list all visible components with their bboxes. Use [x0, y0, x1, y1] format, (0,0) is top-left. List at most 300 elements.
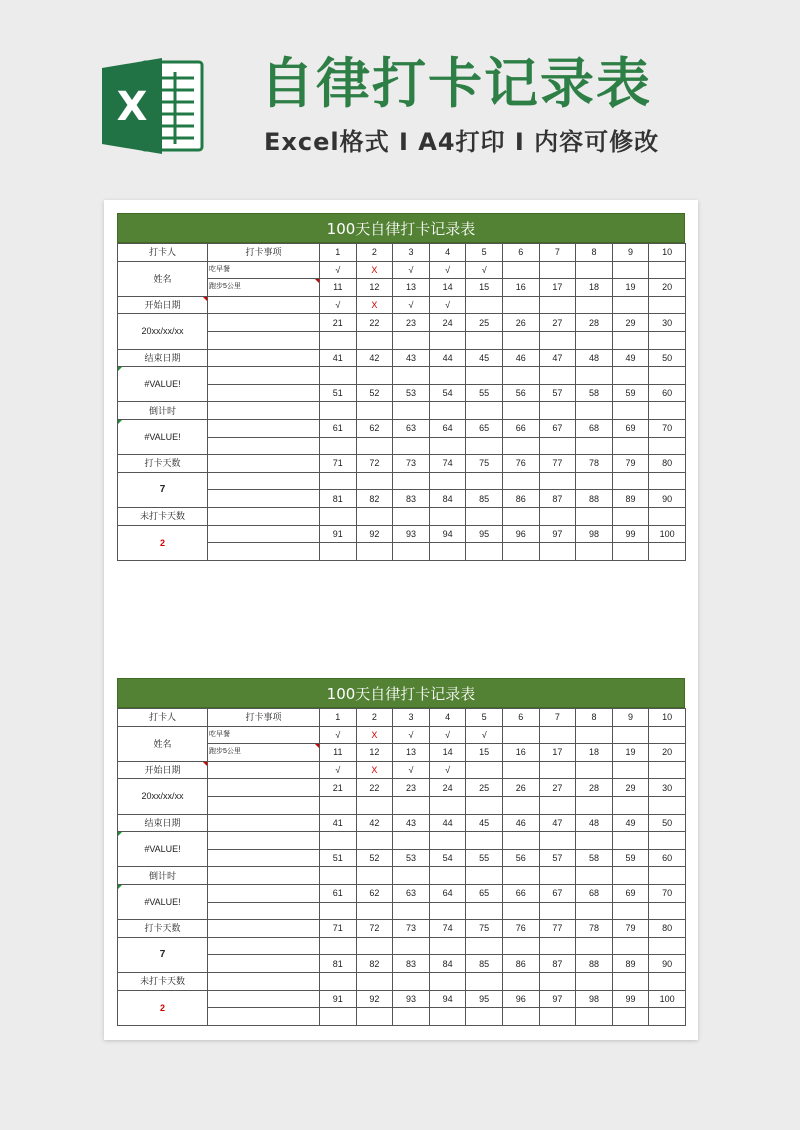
checkin-cell[interactable] — [576, 437, 613, 455]
day-header: 9 — [612, 244, 649, 262]
checkin-cell[interactable] — [393, 331, 430, 349]
checkin-cell[interactable] — [502, 472, 539, 490]
day-number: 46 — [502, 349, 539, 367]
checkin-cell[interactable] — [466, 331, 503, 349]
checkin-cell[interactable] — [429, 437, 466, 455]
day-header: 7 — [539, 709, 576, 727]
task-column-label: 打卡事项 — [208, 244, 320, 262]
checkin-cell[interactable] — [649, 832, 686, 850]
task-item[interactable] — [208, 972, 320, 990]
checkin-cell[interactable] — [539, 972, 576, 990]
checkin-cell[interactable] — [649, 1008, 686, 1026]
countdown-label[interactable]: 倒计时 — [118, 867, 208, 885]
day-header: 3 — [393, 244, 430, 262]
checkin-cell[interactable] — [429, 1008, 466, 1026]
checkin-cell[interactable] — [612, 507, 649, 525]
task-item[interactable] — [208, 1008, 320, 1026]
checkin-cell[interactable] — [320, 832, 357, 850]
checkin-cell[interactable] — [502, 832, 539, 850]
checkin-cell[interactable]: √ — [320, 296, 357, 314]
checkin-cell[interactable] — [576, 402, 613, 420]
checkin-cell[interactable] — [429, 331, 466, 349]
day-number: 64 — [429, 884, 466, 902]
checkin-cell[interactable]: X — [356, 761, 393, 779]
day-number: 23 — [393, 314, 430, 332]
checkin-cell[interactable]: √ — [466, 726, 503, 744]
checkin-cell[interactable] — [539, 472, 576, 490]
day-number: 42 — [356, 349, 393, 367]
checkin-cell[interactable] — [539, 1008, 576, 1026]
checkin-cell[interactable] — [466, 437, 503, 455]
checkin-cell[interactable] — [466, 937, 503, 955]
task-item[interactable] — [208, 884, 320, 902]
task-item[interactable]: 跑步5公里 — [208, 279, 320, 297]
day-number: 49 — [612, 814, 649, 832]
checkin-cell[interactable] — [612, 331, 649, 349]
checkin-cell[interactable] — [612, 296, 649, 314]
checkin-cell[interactable] — [576, 726, 613, 744]
task-item[interactable] — [208, 902, 320, 920]
checkin-cell[interactable] — [429, 367, 466, 385]
checkin-cell[interactable] — [539, 796, 576, 814]
checkin-cell[interactable] — [649, 726, 686, 744]
day-number: 15 — [466, 279, 503, 297]
checkin-cell[interactable] — [320, 543, 357, 561]
name-label[interactable]: 姓名 — [118, 726, 208, 761]
day-number: 48 — [576, 349, 613, 367]
task-item[interactable] — [208, 331, 320, 349]
checkin-cell[interactable] — [356, 867, 393, 885]
end-date-label[interactable]: 结束日期 — [118, 349, 208, 367]
checkin-cell[interactable] — [429, 402, 466, 420]
checkin-cell[interactable] — [612, 867, 649, 885]
task-item[interactable] — [208, 779, 320, 797]
checkin-cell[interactable] — [612, 972, 649, 990]
checkin-cell[interactable] — [502, 437, 539, 455]
day-number: 94 — [429, 990, 466, 1008]
day-number: 95 — [466, 990, 503, 1008]
person-label[interactable]: 打卡人 — [118, 709, 208, 727]
checkin-cell[interactable] — [320, 902, 357, 920]
checkin-cell[interactable] — [576, 902, 613, 920]
checkin-cell[interactable] — [576, 796, 613, 814]
checkin-cell[interactable] — [576, 472, 613, 490]
person-label[interactable]: 打卡人 — [118, 244, 208, 262]
checkin-cell[interactable] — [429, 796, 466, 814]
checkin-cell[interactable] — [539, 402, 576, 420]
checkin-cell[interactable] — [612, 402, 649, 420]
checkin-cell[interactable] — [393, 543, 430, 561]
checkin-cell[interactable] — [502, 367, 539, 385]
table-row — [118, 814, 686, 832]
checkin-cell[interactable] — [429, 937, 466, 955]
day-number: 67 — [539, 884, 576, 902]
checkin-cell[interactable]: X — [356, 261, 393, 279]
checkin-cell[interactable] — [429, 902, 466, 920]
checked-days-label[interactable]: 打卡天数 — [118, 455, 208, 473]
name-label[interactable]: 姓名 — [118, 261, 208, 296]
day-number: 58 — [576, 849, 613, 867]
checkin-cell[interactable]: √ — [320, 726, 357, 744]
table-row — [118, 884, 686, 902]
checkin-cell[interactable]: √ — [320, 261, 357, 279]
checked-days-label[interactable]: 打卡天数 — [118, 920, 208, 938]
checkin-cell[interactable]: √ — [429, 726, 466, 744]
checkin-cell[interactable] — [393, 1008, 430, 1026]
checkin-cell[interactable] — [539, 331, 576, 349]
task-item[interactable] — [208, 543, 320, 561]
checkin-cell[interactable] — [576, 761, 613, 779]
checkin-cell[interactable] — [466, 402, 503, 420]
task-item[interactable] — [208, 472, 320, 490]
task-item[interactable] — [208, 796, 320, 814]
task-item[interactable]: 跑步5公里 — [208, 744, 320, 762]
task-item[interactable] — [208, 955, 320, 973]
day-number: 52 — [356, 384, 393, 402]
day-number: 65 — [466, 419, 503, 437]
day-number: 43 — [393, 814, 430, 832]
checkin-cell[interactable] — [649, 937, 686, 955]
checkin-cell[interactable] — [612, 902, 649, 920]
checkin-cell[interactable] — [539, 543, 576, 561]
day-number: 53 — [393, 849, 430, 867]
checkin-cell[interactable] — [612, 261, 649, 279]
checkin-cell[interactable] — [649, 761, 686, 779]
checkin-cell[interactable] — [356, 331, 393, 349]
checkin-cell[interactable]: √ — [393, 261, 430, 279]
checkin-cell[interactable] — [429, 867, 466, 885]
day-number: 91 — [320, 990, 357, 1008]
checkin-cell[interactable] — [649, 507, 686, 525]
checkin-cell[interactable] — [502, 296, 539, 314]
table-row — [118, 920, 686, 938]
checkin-cell[interactable] — [356, 543, 393, 561]
checkin-cell[interactable] — [429, 972, 466, 990]
task-item[interactable] — [208, 419, 320, 437]
day-number: 67 — [539, 419, 576, 437]
checkin-cell[interactable] — [320, 796, 357, 814]
checkin-cell[interactable] — [393, 507, 430, 525]
task-item[interactable]: 吃早餐 — [208, 261, 320, 279]
checked-days-value[interactable]: 7 — [118, 937, 208, 972]
task-item[interactable] — [208, 455, 320, 473]
checkin-cell[interactable] — [393, 402, 430, 420]
day-number: 57 — [539, 849, 576, 867]
checkin-cell[interactable] — [612, 726, 649, 744]
checkin-cell[interactable] — [539, 437, 576, 455]
checkin-cell[interactable] — [576, 367, 613, 385]
missed-days-value[interactable]: 2 — [118, 990, 208, 1025]
task-item[interactable] — [208, 814, 320, 832]
checkin-cell[interactable] — [466, 543, 503, 561]
logo-letter: X — [116, 84, 148, 130]
day-number: 29 — [612, 779, 649, 797]
checkin-cell[interactable] — [356, 1008, 393, 1026]
checkin-cell[interactable] — [539, 832, 576, 850]
task-item[interactable] — [208, 761, 320, 779]
checkin-cell[interactable] — [393, 867, 430, 885]
checkin-cell[interactable] — [393, 472, 430, 490]
task-item[interactable] — [208, 367, 320, 385]
checkin-cell[interactable] — [502, 796, 539, 814]
checkin-cell[interactable] — [576, 543, 613, 561]
checkin-cell[interactable] — [649, 972, 686, 990]
checkin-cell[interactable] — [356, 796, 393, 814]
checkin-cell[interactable] — [502, 261, 539, 279]
checkin-cell[interactable] — [612, 1008, 649, 1026]
missed-days-label[interactable]: 未打卡天数 — [118, 507, 208, 525]
missed-days-value[interactable]: 2 — [118, 525, 208, 560]
checkin-cell[interactable] — [356, 472, 393, 490]
checkin-cell[interactable] — [539, 902, 576, 920]
checkin-cell[interactable] — [649, 543, 686, 561]
checkin-cell[interactable] — [649, 437, 686, 455]
countdown-value[interactable]: #VALUE! — [118, 884, 208, 919]
checkin-cell[interactable] — [502, 402, 539, 420]
checkin-cell[interactable] — [576, 507, 613, 525]
end-date-value[interactable]: #VALUE! — [118, 367, 208, 402]
day-number: 80 — [649, 920, 686, 938]
checkin-cell[interactable] — [612, 437, 649, 455]
checkin-cell[interactable] — [356, 437, 393, 455]
checkin-cell[interactable] — [466, 761, 503, 779]
checkin-cell[interactable] — [539, 296, 576, 314]
checkin-cell[interactable] — [466, 472, 503, 490]
task-item[interactable] — [208, 525, 320, 543]
checkin-cell[interactable] — [356, 937, 393, 955]
day-number: 88 — [576, 955, 613, 973]
checkin-cell[interactable] — [466, 796, 503, 814]
checkin-cell[interactable] — [539, 937, 576, 955]
day-number: 71 — [320, 920, 357, 938]
day-number: 22 — [356, 779, 393, 797]
checkin-cell[interactable] — [502, 507, 539, 525]
day-number: 97 — [539, 990, 576, 1008]
day-number: 91 — [320, 525, 357, 543]
day-number: 50 — [649, 814, 686, 832]
day-number: 13 — [393, 279, 430, 297]
checkin-cell[interactable] — [502, 761, 539, 779]
checkin-cell[interactable] — [320, 972, 357, 990]
checkin-cell[interactable] — [320, 937, 357, 955]
start-date-label[interactable]: 开始日期 — [118, 296, 208, 314]
checkin-cell[interactable] — [539, 867, 576, 885]
task-item[interactable] — [208, 937, 320, 955]
day-number: 42 — [356, 814, 393, 832]
day-header: 4 — [429, 709, 466, 727]
checkin-cell[interactable] — [576, 331, 613, 349]
checkin-cell[interactable] — [356, 972, 393, 990]
checkin-cell[interactable]: √ — [466, 261, 503, 279]
checkin-cell[interactable] — [649, 796, 686, 814]
checkin-cell[interactable] — [612, 367, 649, 385]
checkin-cell[interactable] — [320, 367, 357, 385]
task-item[interactable] — [208, 832, 320, 850]
checkin-cell[interactable]: √ — [429, 261, 466, 279]
checkin-cell[interactable] — [393, 937, 430, 955]
checkin-cell[interactable] — [429, 507, 466, 525]
day-number: 82 — [356, 955, 393, 973]
checkin-cell[interactable]: √ — [429, 296, 466, 314]
checkin-cell[interactable] — [612, 937, 649, 955]
checkin-cell[interactable] — [320, 437, 357, 455]
checkin-cell[interactable] — [466, 1008, 503, 1026]
day-header: 2 — [356, 244, 393, 262]
checkin-cell[interactable] — [539, 367, 576, 385]
task-item[interactable] — [208, 867, 320, 885]
day-number: 12 — [356, 744, 393, 762]
end-date-value[interactable]: #VALUE! — [118, 832, 208, 867]
checkin-cell[interactable] — [649, 472, 686, 490]
checkin-cell[interactable] — [466, 972, 503, 990]
checkin-cell[interactable] — [356, 367, 393, 385]
checked-days-value[interactable]: 7 — [118, 472, 208, 507]
day-number: 19 — [612, 279, 649, 297]
task-item[interactable] — [208, 296, 320, 314]
checkin-cell[interactable] — [393, 832, 430, 850]
day-number: 55 — [466, 384, 503, 402]
checkin-cell[interactable] — [466, 507, 503, 525]
task-column-label: 打卡事项 — [208, 709, 320, 727]
day-number: 94 — [429, 525, 466, 543]
checkin-cell[interactable]: √ — [429, 761, 466, 779]
checkin-cell[interactable] — [612, 761, 649, 779]
checkin-cell[interactable] — [612, 832, 649, 850]
checkin-cell[interactable]: X — [356, 296, 393, 314]
task-item[interactable] — [208, 990, 320, 1008]
task-item[interactable] — [208, 437, 320, 455]
checkin-cell[interactable] — [539, 261, 576, 279]
checkin-cell[interactable] — [539, 507, 576, 525]
day-number: 20 — [649, 279, 686, 297]
task-item[interactable] — [208, 402, 320, 420]
checkin-cell[interactable] — [320, 507, 357, 525]
checkin-cell[interactable] — [466, 867, 503, 885]
checkin-cell[interactable] — [576, 867, 613, 885]
checkin-cell[interactable] — [502, 1008, 539, 1026]
checkin-cell[interactable] — [429, 832, 466, 850]
checkin-cell[interactable] — [320, 331, 357, 349]
day-number: 24 — [429, 314, 466, 332]
checkin-cell[interactable] — [502, 972, 539, 990]
checkin-cell[interactable] — [649, 331, 686, 349]
checkin-cell[interactable]: √ — [393, 726, 430, 744]
day-number: 12 — [356, 279, 393, 297]
day-number: 100 — [649, 525, 686, 543]
checkin-cell[interactable] — [429, 543, 466, 561]
checkin-cell[interactable] — [393, 367, 430, 385]
checkin-cell[interactable] — [649, 261, 686, 279]
checkin-cell[interactable] — [502, 937, 539, 955]
checkin-cell[interactable] — [320, 1008, 357, 1026]
checkin-cell[interactable]: √ — [393, 761, 430, 779]
checkin-cell[interactable] — [649, 867, 686, 885]
day-number: 15 — [466, 744, 503, 762]
checkin-cell[interactable] — [576, 832, 613, 850]
checkin-cell[interactable] — [466, 367, 503, 385]
checkin-cell[interactable] — [502, 331, 539, 349]
countdown-label[interactable]: 倒计时 — [118, 402, 208, 420]
task-item[interactable] — [208, 349, 320, 367]
paper-sheet — [104, 200, 698, 1040]
checkin-cell[interactable] — [356, 507, 393, 525]
checkin-cell[interactable] — [502, 726, 539, 744]
table-row — [118, 402, 686, 420]
checkin-cell[interactable] — [320, 402, 357, 420]
day-number: 82 — [356, 490, 393, 508]
start-date-value[interactable]: 20xx/xx/xx — [118, 314, 208, 349]
checkin-cell[interactable] — [466, 296, 503, 314]
checkin-cell[interactable] — [612, 472, 649, 490]
checkin-cell[interactable] — [393, 902, 430, 920]
checkin-cell[interactable] — [576, 1008, 613, 1026]
day-number: 69 — [612, 419, 649, 437]
end-date-label[interactable]: 结束日期 — [118, 814, 208, 832]
start-date-label[interactable]: 开始日期 — [118, 761, 208, 779]
task-item[interactable] — [208, 490, 320, 508]
checkin-cell[interactable] — [466, 832, 503, 850]
checkin-cell[interactable] — [320, 867, 357, 885]
day-number: 41 — [320, 814, 357, 832]
task-item[interactable] — [208, 314, 320, 332]
countdown-value[interactable]: #VALUE! — [118, 419, 208, 454]
day-number: 41 — [320, 349, 357, 367]
checkin-cell[interactable] — [612, 796, 649, 814]
checkin-cell[interactable]: √ — [320, 761, 357, 779]
checkin-cell[interactable] — [356, 832, 393, 850]
checkin-cell[interactable] — [393, 972, 430, 990]
checkin-cell[interactable] — [576, 296, 613, 314]
table-row — [118, 937, 686, 955]
checkin-cell[interactable] — [393, 796, 430, 814]
checkin-cell[interactable] — [466, 902, 503, 920]
checkin-cell[interactable] — [649, 367, 686, 385]
checkin-cell[interactable]: √ — [393, 296, 430, 314]
table-row — [118, 779, 686, 797]
checkin-cell[interactable] — [320, 472, 357, 490]
checkin-cell[interactable] — [356, 402, 393, 420]
checkin-cell[interactable] — [576, 937, 613, 955]
day-number: 46 — [502, 814, 539, 832]
checkin-cell[interactable] — [539, 761, 576, 779]
task-item[interactable]: 吃早餐 — [208, 726, 320, 744]
checkin-cell[interactable] — [649, 902, 686, 920]
task-item[interactable] — [208, 507, 320, 525]
day-number: 78 — [576, 455, 613, 473]
task-item[interactable] — [208, 384, 320, 402]
checkin-cell[interactable] — [502, 902, 539, 920]
table-row — [118, 367, 686, 385]
checkin-cell[interactable] — [539, 726, 576, 744]
task-item[interactable] — [208, 920, 320, 938]
checkin-cell[interactable] — [649, 402, 686, 420]
checkin-cell[interactable] — [502, 867, 539, 885]
task-item[interactable] — [208, 849, 320, 867]
checkin-cell[interactable]: X — [356, 726, 393, 744]
checkin-cell[interactable] — [649, 296, 686, 314]
checkin-cell[interactable] — [429, 472, 466, 490]
checkin-cell[interactable] — [576, 261, 613, 279]
checkin-cell[interactable] — [393, 437, 430, 455]
checkin-cell[interactable] — [576, 972, 613, 990]
day-header: 4 — [429, 244, 466, 262]
checkin-cell[interactable] — [612, 543, 649, 561]
day-number: 22 — [356, 314, 393, 332]
start-date-value[interactable]: 20xx/xx/xx — [118, 779, 208, 814]
checkin-cell[interactable] — [356, 902, 393, 920]
checkin-cell[interactable] — [502, 543, 539, 561]
missed-days-label[interactable]: 未打卡天数 — [118, 972, 208, 990]
